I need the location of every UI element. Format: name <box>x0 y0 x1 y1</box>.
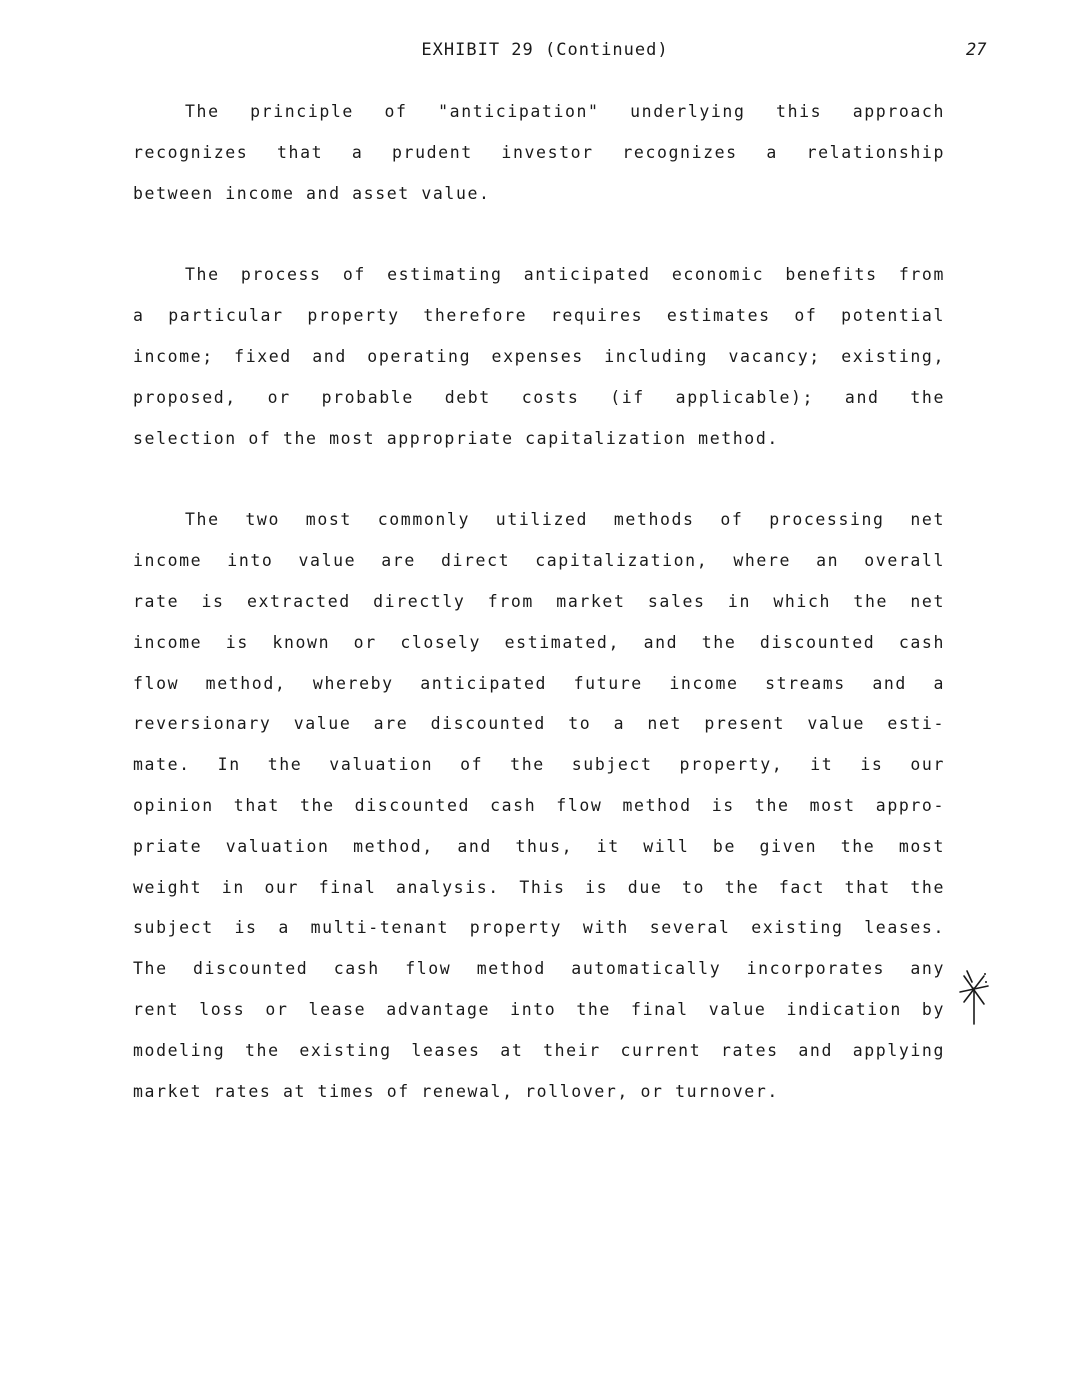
text-line: income is known or closely estimated, and the discounted cash <box>133 632 945 652</box>
text-line: subject is a multi-tenant property with several existing leases. <box>133 918 945 938</box>
text-line: selection of the most appropriate capitalization method. <box>133 428 779 448</box>
paragraph-anticipation <box>133 92 945 214</box>
text-line: The process of estimating anticipated economic benefits from <box>185 265 945 285</box>
asterisk-margin-mark-icon <box>954 966 994 1026</box>
text-line: proposed, or probable debt costs (if applicable); and the <box>133 387 945 407</box>
text-line: modeling the existing leases at their current rates and applying <box>133 1040 945 1060</box>
text-line: The discounted cash flow method automatically incorporates any <box>133 959 945 979</box>
text-line: The principle of "anticipation" underlying this approach <box>185 102 945 121</box>
text-line: rate is extracted directly from market sales in which the net <box>133 591 945 611</box>
text-line: between income and asset value. <box>133 183 491 203</box>
text-line: priate valuation method, and thus, it will be given the most <box>133 836 945 856</box>
page-number: 27 <box>966 40 987 60</box>
text-line: recognizes that a prudent investor recognizes a relationship <box>133 142 945 162</box>
text-line: mate. In the valuation of the subject property, it is our <box>133 755 945 775</box>
text-line: weight in our final analysis. This is due to the fact that the <box>133 877 945 897</box>
text-line: market rates at times of renewal, rollover, or turnover. <box>133 1081 779 1101</box>
text-line: a particular property therefore requires estimates of potential <box>133 306 945 326</box>
body-text <box>133 92 945 1153</box>
text-line: income into value are direct capitalization, where an overall <box>133 551 945 571</box>
text-line: opinion that the discounted cash flow method is the most appro- <box>133 795 945 815</box>
text-line: rent loss or lease advantage into the final value indication by <box>133 999 945 1019</box>
paragraph-estimating-process <box>133 255 945 459</box>
paragraph-valuation-methods <box>133 500 945 1112</box>
text-line: reversionary value are discounted to a net present value esti- <box>133 714 945 734</box>
text-line: income; fixed and operating expenses including vacancy; existing, <box>133 346 945 366</box>
exhibit-heading: EXHIBIT 29 (Continued) <box>421 40 669 60</box>
text-line: flow method, whereby anticipated future income streams and a <box>133 673 945 693</box>
text-line: The two most commonly utilized methods of processing net <box>185 510 945 530</box>
